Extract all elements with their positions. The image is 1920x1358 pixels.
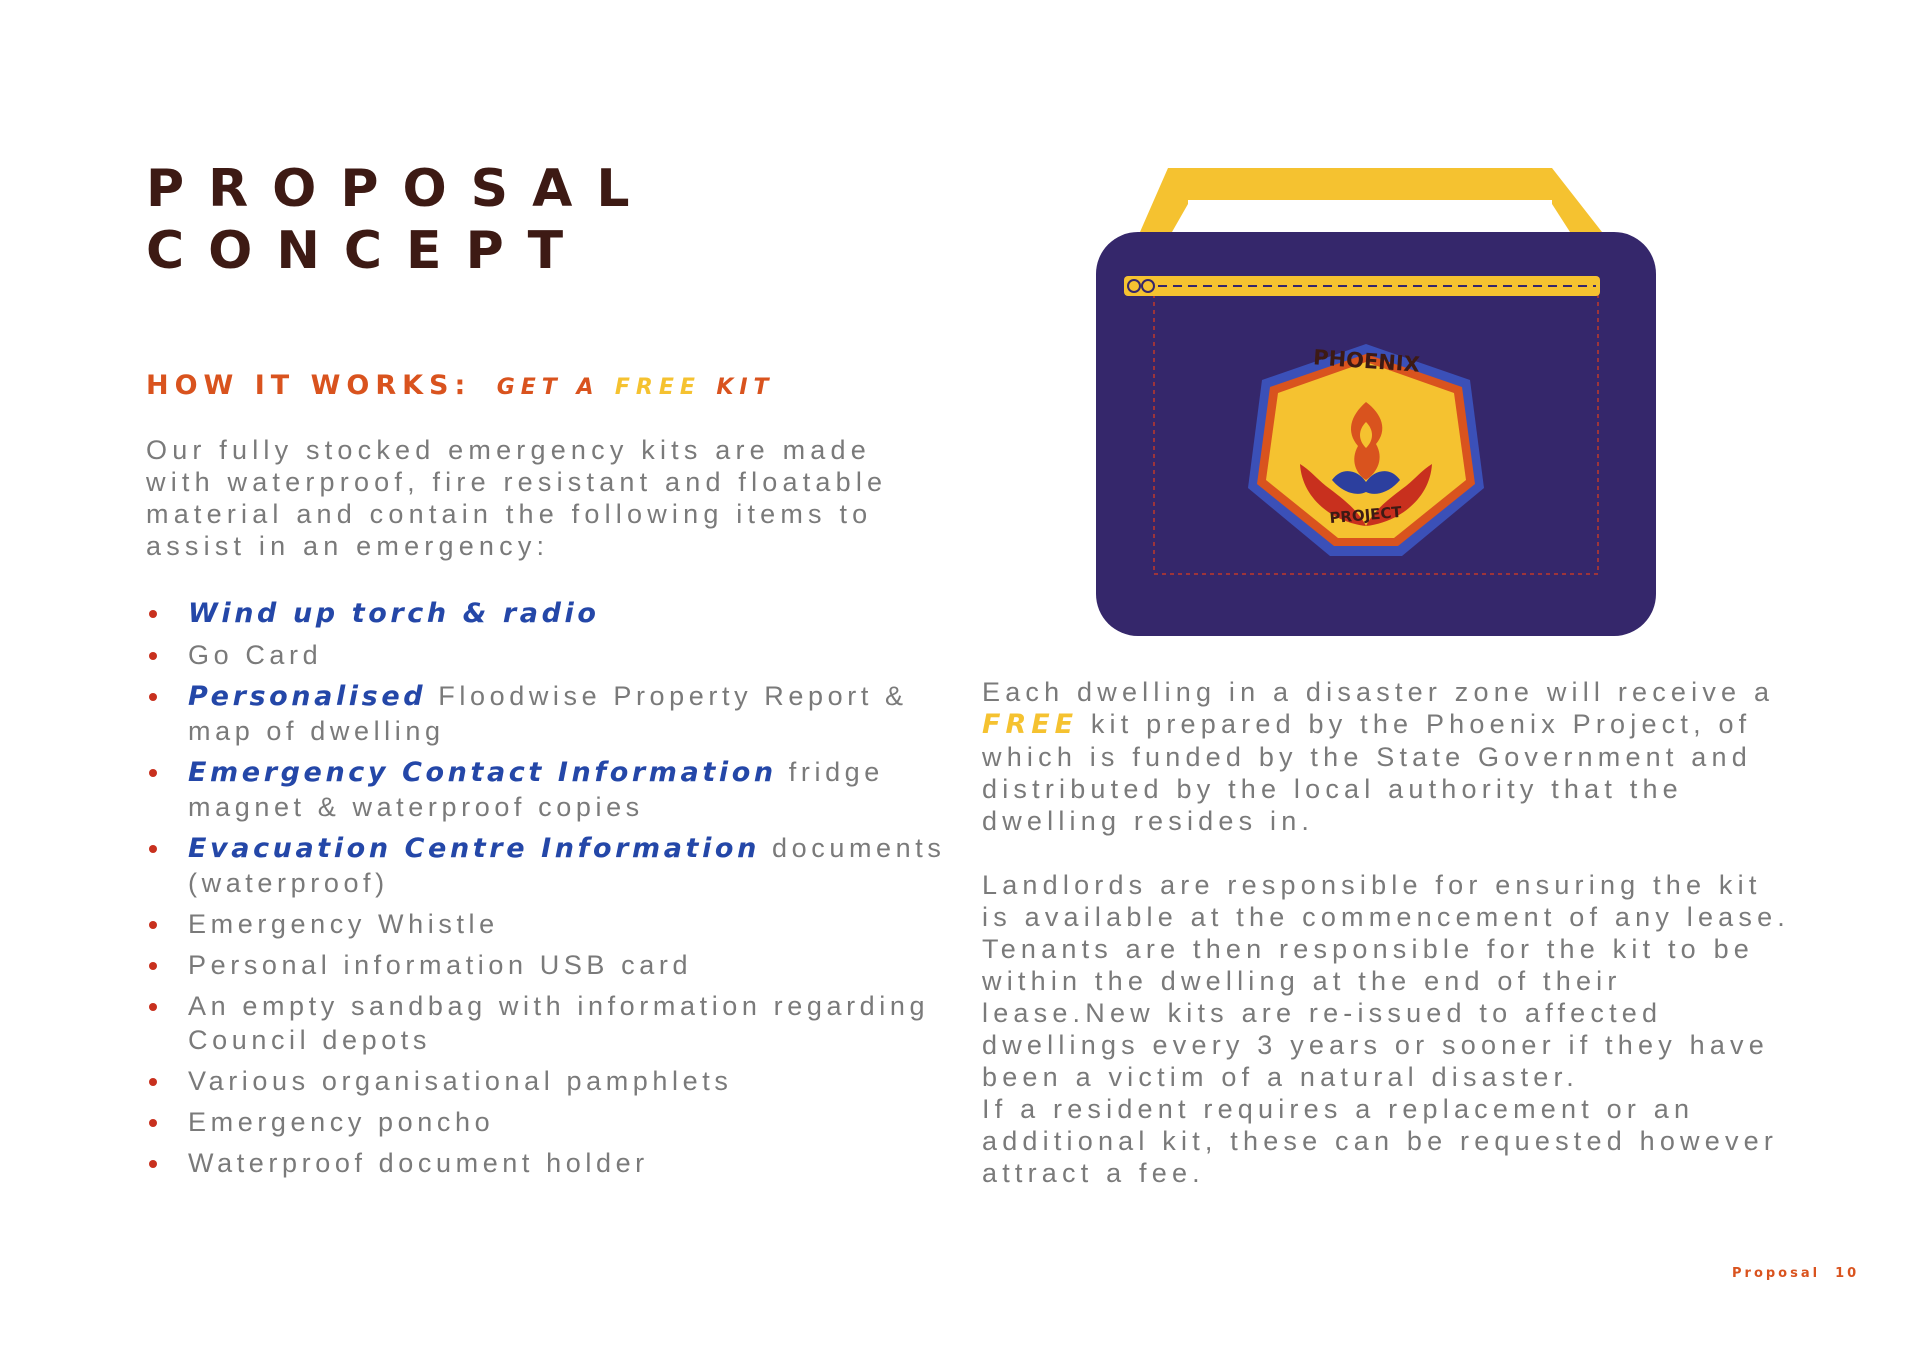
paragraph2-line-b: If a resident requires a replacement or an additional kit, these can be requested however attract a fee. [982, 1094, 1779, 1188]
item-text: Waterproof document holder [188, 1148, 649, 1178]
title-line-1: PROPOSAL [146, 159, 654, 219]
intro-paragraph: Our fully stocked emergency kits are made with waterproof, fire resistant and floatable material and contain the following items to assist in an emergency: [146, 435, 888, 561]
list-item [146, 1064, 946, 1098]
kit-items-list [146, 596, 946, 1187]
title-line-2: CONCEPT [146, 221, 588, 281]
item-text: An empty sandbag with information regarding Council depots [188, 991, 930, 1055]
list-item [146, 907, 946, 941]
free-text: FREE [614, 375, 701, 400]
item-text: Emergency poncho [188, 1107, 495, 1137]
paragraph1-before: Each dwelling in a disaster zone will receive a [982, 677, 1775, 707]
list-item [146, 1146, 946, 1180]
distribution-paragraph [982, 676, 1802, 837]
how-it-works-heading [146, 370, 775, 401]
item-text: fridge magnet & waterproof copies [188, 757, 884, 822]
list-item [146, 679, 946, 748]
page-title [146, 158, 654, 282]
list-item [146, 948, 946, 982]
item-highlight: Evacuation Centre Information [188, 833, 760, 864]
paragraph2-line-a: Landlords are responsible for ensuring the kit is available at the commencement of any lease. Tenants are then responsible for the kit to be within the dwelling at the end of their lease.New kits are re-issued to affected dwellings every 3 years or sooner if they have been a victim of a natural disaster. [982, 870, 1791, 1092]
item-highlight: Emergency Contact Information [188, 757, 777, 788]
list-item [146, 638, 946, 672]
item-text: Emergency Whistle [188, 909, 499, 939]
item-text: documents (waterproof) [188, 833, 946, 898]
kit-text: KIT [716, 375, 775, 400]
list-item [146, 1105, 946, 1139]
emergency-kit-bag-illustration [1096, 164, 1656, 636]
get-a-text: GET A [496, 375, 600, 400]
how-it-works-label: HOW IT WORKS: [146, 370, 472, 401]
item-text: Floodwise Property Report & map of dwelling [188, 681, 908, 746]
item-highlight: Personalised [188, 681, 427, 712]
badge-top-text: PHOENIX [1312, 345, 1421, 377]
list-item [146, 989, 946, 1057]
item-text: Various organisational pamphlets [188, 1066, 733, 1096]
item-highlight: Wind up torch & radio [188, 598, 600, 629]
item-text: Go Card [188, 640, 323, 670]
free-highlight: FREE [982, 709, 1079, 740]
paragraph1-after: kit prepared by the Phoenix Project, of which is funded by the State Government and distributed by the local authority that the dwelling resides in. [982, 709, 1752, 836]
badge-bottom-text: PROJECT [1328, 502, 1403, 528]
list-item [146, 755, 946, 824]
list-item [146, 596, 946, 631]
bag-handle-icon [1140, 168, 1602, 234]
list-item [146, 831, 946, 900]
page-number: 10 [1835, 1266, 1860, 1281]
footer-label: Proposal [1732, 1266, 1821, 1281]
zipper-icon [1124, 276, 1600, 296]
item-text: Personal information USB card [188, 950, 693, 980]
responsibility-paragraph [982, 869, 1802, 1189]
page-footer [1732, 1266, 1859, 1281]
